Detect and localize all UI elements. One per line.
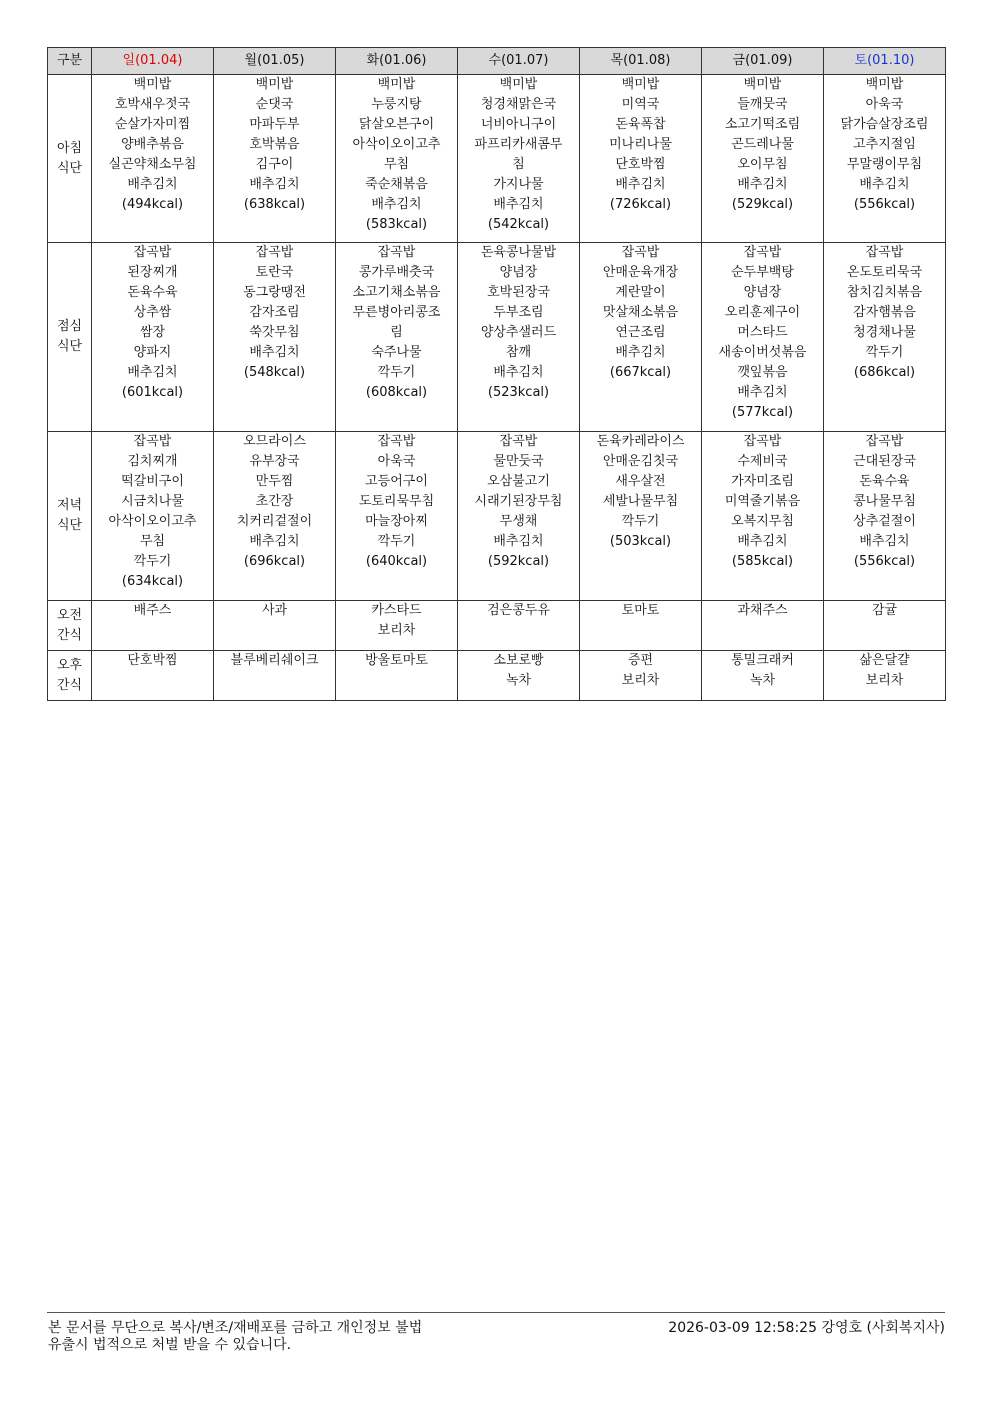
- menu-item: 동그랑땡전: [243, 285, 306, 300]
- menu-item: 림: [390, 325, 403, 340]
- menu-item: 배추김치: [249, 534, 300, 549]
- menu-item: 만두찜: [255, 474, 294, 489]
- menu-cell: [214, 432, 336, 601]
- row-label-dinner: [48, 432, 92, 601]
- menu-item: 녹차: [749, 673, 776, 688]
- menu-item: 무생채: [499, 514, 538, 529]
- row-label-line: 간식: [56, 677, 83, 693]
- menu-item: 아욱국: [377, 454, 416, 469]
- menu-item: 과채주스: [737, 603, 788, 618]
- menu-item: 고등어구이: [365, 474, 428, 489]
- menu-item: 미나리나물: [609, 137, 672, 152]
- row-label-line: 식단: [56, 518, 83, 533]
- menu-item: 배주스: [133, 603, 172, 618]
- menu-item: 숙주나물: [371, 345, 422, 360]
- menu-item: 안매운육개장: [602, 265, 679, 280]
- menu-item: 도토리묵무침: [358, 494, 435, 509]
- footer-notice-line2: 유출시 법적으로 처벌 받을 수 있습니다.: [48, 1337, 292, 1353]
- menu-cell: [336, 243, 458, 432]
- menu-item: 배추김치: [127, 177, 178, 192]
- menu-item: 백미밥: [743, 77, 782, 92]
- row-label-line: 식단: [56, 160, 83, 176]
- menu-item: 백미밥: [865, 77, 904, 92]
- menu-item: 세발나물무침: [602, 494, 679, 509]
- day-header-wed: 수(01.07): [458, 48, 580, 75]
- menu-item: 계란말이: [615, 285, 666, 300]
- menu-item: 양상추샐러드: [480, 325, 557, 340]
- menu-item: 김구이: [255, 157, 294, 172]
- menu-item: 쑥갓무침: [249, 325, 300, 340]
- menu-item: 배추김치: [249, 177, 300, 192]
- menu-item: 안매운김칫국: [602, 454, 679, 469]
- menu-item: 단호박찜: [615, 157, 666, 172]
- meal-row-dinner: [48, 432, 946, 601]
- menu-item: 녹차: [505, 673, 532, 688]
- menu-item: 마늘장아찌: [365, 514, 428, 529]
- menu-cell: [824, 432, 946, 601]
- menu-item: 실곤약채소무침: [108, 157, 197, 172]
- menu-cell: [92, 243, 214, 432]
- menu-item: 깻잎볶음: [737, 365, 788, 380]
- menu-item: (696kcal): [243, 554, 306, 569]
- menu-item: 배추김치: [493, 365, 544, 380]
- menu-item: 양념장: [499, 265, 538, 280]
- menu-item: 소고기채소볶음: [352, 285, 441, 300]
- menu-item: 양파지: [133, 345, 172, 360]
- menu-item: (726kcal): [609, 197, 672, 212]
- menu-item: (583kcal): [365, 217, 428, 232]
- menu-item: 배추김치: [859, 534, 910, 549]
- menu-item: 들깨뭇국: [737, 97, 788, 112]
- menu-cell: [336, 651, 458, 701]
- menu-item: 참깨: [505, 345, 532, 360]
- footer-timestamp: 2026-03-09 12:58:25 강영호 (사회복지사): [668, 1320, 945, 1336]
- menu-item: (529kcal): [731, 197, 794, 212]
- menu-item: 깍두기: [377, 534, 416, 549]
- menu-item: 오리훈제구이: [724, 305, 801, 320]
- menu-item: 방울토마토: [365, 653, 428, 668]
- menu-item: 토마토: [621, 603, 660, 618]
- menu-item: 삶은달걀: [859, 653, 910, 668]
- menu-item: 아삭이오이고추: [108, 514, 197, 529]
- menu-item: 배추김치: [859, 177, 910, 192]
- menu-item: (638kcal): [243, 197, 306, 212]
- menu-item: (608kcal): [365, 385, 428, 400]
- menu-item: (548kcal): [243, 365, 306, 380]
- menu-cell: [580, 432, 702, 601]
- menu-item: 블루베리쉐이크: [230, 653, 319, 668]
- menu-item: 순두부백탕: [731, 265, 794, 280]
- menu-item: 새우살전: [615, 474, 666, 489]
- menu-item: 유부장국: [249, 454, 300, 469]
- menu-item: (577kcal): [731, 405, 794, 420]
- menu-item: 순댓국: [255, 97, 294, 112]
- menu-item: 감귤: [871, 603, 898, 618]
- menu-item: 상추쌈: [133, 305, 172, 320]
- menu-item: 돈육콩나물밥: [480, 245, 557, 260]
- menu-item: 백미밥: [499, 77, 538, 92]
- menu-item: 순살가자미찜: [114, 117, 191, 132]
- menu-item: 맛살채소볶음: [602, 305, 679, 320]
- menu-item: 배추김치: [493, 197, 544, 212]
- menu-item: 증편: [627, 653, 654, 668]
- menu-item: 백미밥: [621, 77, 660, 92]
- menu-item: 미역줄기볶음: [724, 494, 801, 509]
- row-label-line: 아침: [56, 140, 83, 156]
- menu-item: 잡곡밥: [377, 434, 416, 449]
- menu-item: 깍두기: [621, 514, 660, 529]
- menu-item: 검은콩두유: [487, 603, 550, 618]
- menu-item: 카스타드: [371, 603, 422, 618]
- category-header: 구분: [48, 48, 92, 75]
- menu-cell: [214, 75, 336, 243]
- day-header-thu: 목(01.08): [580, 48, 702, 75]
- menu-item: 배추김치: [615, 345, 666, 360]
- menu-item: 잡곡밥: [865, 434, 904, 449]
- row-label-line: 오후: [56, 657, 83, 673]
- menu-item: 근대된장국: [853, 454, 916, 469]
- menu-item: 너비아니구이: [480, 117, 557, 132]
- menu-item: 잡곡밥: [743, 434, 782, 449]
- menu-item: 배추김치: [737, 177, 788, 192]
- menu-item: 배추김치: [249, 345, 300, 360]
- menu-item: 토란국: [255, 265, 294, 280]
- menu-item: (556kcal): [853, 197, 916, 212]
- menu-item: 백미밥: [255, 77, 294, 92]
- footer-divider: [47, 1312, 945, 1313]
- menu-item: 오복지무침: [731, 514, 794, 529]
- menu-item: 아삭이오이고추: [352, 137, 441, 152]
- menu-cell: [580, 601, 702, 651]
- meal-row-lunch: [48, 243, 946, 432]
- menu-item: 아욱국: [865, 97, 904, 112]
- menu-cell: [580, 75, 702, 243]
- menu-item: 초간장: [255, 494, 294, 509]
- day-header-sun: 일(01.04): [92, 48, 214, 75]
- menu-item: 온도토리묵국: [846, 265, 923, 280]
- menu-item: 무침: [139, 534, 166, 549]
- row-label-line: 오전: [56, 607, 83, 623]
- menu-item: 가자미조림: [731, 474, 794, 489]
- menu-item: (634kcal): [121, 574, 184, 589]
- menu-cell: [92, 75, 214, 243]
- menu-cell: [92, 651, 214, 701]
- menu-item: 청경채나물: [853, 325, 916, 340]
- menu-item: 된장찌개: [127, 265, 178, 280]
- menu-item: 깍두기: [865, 345, 904, 360]
- menu-item: (640kcal): [365, 554, 428, 569]
- meal-row-breakfast: [48, 75, 946, 243]
- menu-item: 배추김치: [737, 385, 788, 400]
- menu-item: 고추지절임: [853, 137, 916, 152]
- menu-item: 두부조림: [493, 305, 544, 320]
- menu-item: 무말랭이무침: [846, 157, 923, 172]
- menu-item: 치커리겉절이: [236, 514, 313, 529]
- menu-item: 청경채맑은국: [480, 97, 557, 112]
- menu-item: 죽순채볶음: [365, 177, 428, 192]
- menu-item: (523kcal): [487, 385, 550, 400]
- menu-item: 보리차: [621, 673, 660, 688]
- menu-item: 시래기된장무침: [474, 494, 563, 509]
- menu-item: 백미밥: [133, 77, 172, 92]
- menu-cell: [702, 243, 824, 432]
- menu-item: 호박볶음: [249, 137, 300, 152]
- menu-item: 호박된장국: [487, 285, 550, 300]
- menu-item: 쌈장: [139, 325, 166, 340]
- menu-item: 감자햄볶음: [853, 305, 916, 320]
- menu-item: 상추겉절이: [853, 514, 916, 529]
- menu-item: (503kcal): [609, 534, 672, 549]
- menu-cell: [580, 243, 702, 432]
- menu-item: 김치찌개: [127, 454, 178, 469]
- menu-item: 보리차: [865, 673, 904, 688]
- menu-cell: [458, 601, 580, 651]
- menu-item: (542kcal): [487, 217, 550, 232]
- menu-cell: [336, 601, 458, 651]
- menu-item: 잡곡밥: [255, 245, 294, 260]
- menu-item: 무른병아리콩조: [352, 305, 441, 320]
- menu-item: 닭살오븐구이: [358, 117, 435, 132]
- menu-item: 물만둣국: [493, 454, 544, 469]
- menu-item: 배추김치: [371, 197, 422, 212]
- menu-cell: [580, 651, 702, 701]
- row-label-morning-snack: [48, 601, 92, 651]
- day-header-tue: 화(01.06): [336, 48, 458, 75]
- menu-item: 통밀크래커: [731, 653, 794, 668]
- row-label-line: 저녁: [56, 498, 83, 513]
- menu-item: 새송이버섯볶음: [718, 345, 807, 360]
- menu-item: (667kcal): [609, 365, 672, 380]
- row-label-lunch: [48, 243, 92, 432]
- footer-notice-line1: 본 문서를 무단으로 복사/변조/재배포를 금하고 개인정보 불법: [48, 1320, 423, 1336]
- menu-cell: [824, 651, 946, 701]
- menu-item: 떡갈비구이: [121, 474, 184, 489]
- menu-item: (601kcal): [121, 385, 184, 400]
- menu-item: 콩가루배춧국: [358, 265, 435, 280]
- meal-plan-table: [47, 47, 946, 701]
- menu-item: 백미밥: [377, 77, 416, 92]
- menu-item: 돈육수육: [127, 285, 178, 300]
- menu-cell: [92, 601, 214, 651]
- menu-item: 배추김치: [127, 365, 178, 380]
- menu-item: 오이무침: [737, 157, 788, 172]
- menu-item: (592kcal): [487, 554, 550, 569]
- menu-item: 가지나물: [493, 177, 544, 192]
- menu-item: 양배추볶음: [121, 137, 184, 152]
- menu-cell: [702, 432, 824, 601]
- menu-item: 보리차: [377, 623, 416, 638]
- menu-item: 머스타드: [737, 325, 788, 340]
- menu-item: 양념장: [743, 285, 782, 300]
- menu-item: 시금치나물: [121, 494, 184, 509]
- menu-item: (686kcal): [853, 365, 916, 380]
- row-label-line: 간식: [56, 627, 83, 643]
- menu-item: 무침: [383, 157, 410, 172]
- row-label-line: 식단: [56, 339, 83, 354]
- menu-item: 깍두기: [377, 365, 416, 380]
- day-header-sat: 토(01.10): [824, 48, 946, 75]
- menu-item: (494kcal): [121, 197, 184, 212]
- footer-notice: [48, 1320, 422, 1354]
- menu-item: 사과: [261, 603, 288, 618]
- menu-item: 돈육폭찹: [615, 117, 666, 132]
- menu-cell: [702, 601, 824, 651]
- menu-item: 배추김치: [493, 534, 544, 549]
- menu-cell: [824, 601, 946, 651]
- menu-cell: [702, 75, 824, 243]
- menu-item: (556kcal): [853, 554, 916, 569]
- menu-cell: [336, 75, 458, 243]
- menu-item: 닭가슴살장조림: [840, 117, 929, 132]
- menu-cell: [458, 75, 580, 243]
- menu-cell: [824, 75, 946, 243]
- menu-cell: [458, 243, 580, 432]
- meal-plan-body: [48, 75, 946, 701]
- menu-item: 돈육수육: [859, 474, 910, 489]
- menu-item: 잡곡밥: [865, 245, 904, 260]
- menu-item: 침: [512, 157, 525, 172]
- menu-item: (585kcal): [731, 554, 794, 569]
- day-header-mon: 월(01.05): [214, 48, 336, 75]
- menu-item: 파프리카새콤무: [474, 137, 563, 152]
- menu-item: 미역국: [621, 97, 660, 112]
- menu-item: 마파두부: [249, 117, 300, 132]
- menu-item: 단호박찜: [127, 653, 178, 668]
- menu-cell: [336, 432, 458, 601]
- menu-item: 오삼불고기: [487, 474, 550, 489]
- menu-item: 돈육카레라이스: [596, 434, 685, 449]
- menu-item: 소보로빵: [493, 653, 544, 668]
- menu-cell: [92, 432, 214, 601]
- menu-item: 배추김치: [615, 177, 666, 192]
- menu-item: 누룽지탕: [371, 97, 422, 112]
- meal-row-afternoon-snack: [48, 651, 946, 701]
- menu-item: 잡곡밥: [133, 434, 172, 449]
- header-row: [48, 48, 946, 75]
- menu-item: 잡곡밥: [377, 245, 416, 260]
- row-label-line: 점심: [56, 319, 83, 334]
- menu-item: 잡곡밥: [743, 245, 782, 260]
- menu-cell: [214, 243, 336, 432]
- menu-item: 호박새우젓국: [114, 97, 191, 112]
- menu-cell: [824, 243, 946, 432]
- menu-item: 콩나물무침: [853, 494, 916, 509]
- menu-item: 오므라이스: [243, 434, 306, 449]
- menu-cell: [214, 651, 336, 701]
- menu-cell: [702, 651, 824, 701]
- day-header-fri: 금(01.09): [702, 48, 824, 75]
- menu-item: 잡곡밥: [133, 245, 172, 260]
- row-label-afternoon-snack: [48, 651, 92, 701]
- menu-item: 배추김치: [737, 534, 788, 549]
- row-label-breakfast: [48, 75, 92, 243]
- meal-row-morning-snack: [48, 601, 946, 651]
- menu-item: 수제비국: [737, 454, 788, 469]
- menu-item: 깍두기: [133, 554, 172, 569]
- menu-item: 잡곡밥: [621, 245, 660, 260]
- menu-cell: [458, 651, 580, 701]
- menu-item: 감자조림: [249, 305, 300, 320]
- menu-item: 참치김치볶음: [846, 285, 923, 300]
- menu-item: 곤드레나물: [731, 137, 794, 152]
- menu-item: 소고기떡조림: [724, 117, 801, 132]
- menu-item: 연근조림: [615, 325, 666, 340]
- menu-cell: [458, 432, 580, 601]
- menu-cell: [214, 601, 336, 651]
- menu-item: 잡곡밥: [499, 434, 538, 449]
